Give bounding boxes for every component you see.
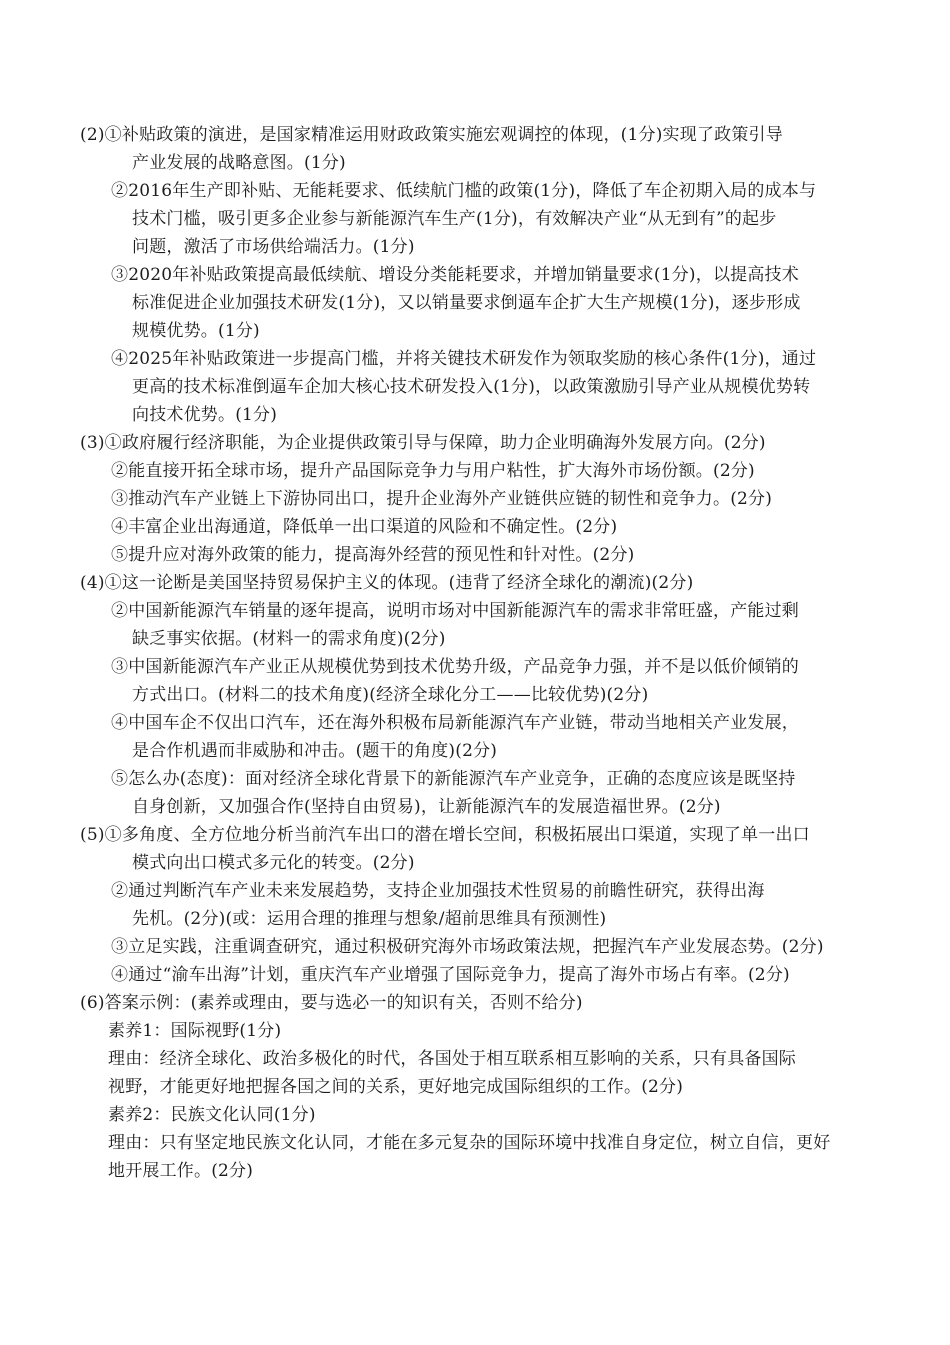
line-q6-reason-2-a: 理由：只有坚定地民族文化认同，才能在多元复杂的国际环境中找准自身定位，树立自信，更好 [108, 1133, 831, 1153]
line-q4-5-b: 自身创新，又加强合作(坚持自由贸易)，让新能源汽车的发展造福世界。(2分) [132, 797, 721, 817]
line-q3-4: ④丰富企业出海通道，降低单一出口渠道的风险和不确定性。(2分) [111, 517, 618, 537]
line-q5-2-b: 先机。(2分)(或：运用合理的推理与想象/超前思维具有预测性) [132, 909, 607, 929]
line-q3-3: ③推动汽车产业链上下游协同出口，提升企业海外产业链供应链的韧性和竞争力。(2分) [111, 489, 773, 509]
line-q4-2-b: 缺乏事实依据。(材料一的需求角度)(2分) [132, 629, 446, 649]
line-q6-reason-1-a: 理由：经济全球化、政治多极化的时代，各国处于相互联系相互影响的关系，只有具备国际 [108, 1049, 796, 1069]
line-q2-2-b: 技术门槛，吸引更多企业参与新能源汽车生产(1分)，有效解决产业“从无到有”的起步 [132, 209, 777, 229]
line-q2-4-a: ④2025年补贴政策进一步提高门槛，并将关键技术研发作为领取奖励的核心条件(1分)，通过 [111, 349, 817, 369]
line-q5-2-a: ②通过判断汽车产业未来发展趋势，支持企业加强技术性贸易的前瞻性研究，获得出海 [111, 881, 765, 901]
line-q2-2-a: ②2016年生产即补贴、无能耗要求、低续航门槛的政策(1分)，降低了车企初期入局的成本与 [111, 181, 817, 201]
line-q5-1-a: (5)①多角度、全方位地分析当前汽车出口的潜在增长空间，积极拓展出口渠道，实现了单一出口 [80, 825, 810, 845]
line-q2-3-a: ③2020年补贴政策提高最低续航、增设分类能耗要求，并增加销量要求(1分)，以提高技术 [111, 265, 799, 285]
line-q4-5-a: ⑤怎么办(态度)：面对经济全球化背景下的新能源汽车产业竞争，正确的态度应该是既坚持 [111, 769, 796, 789]
line-q6-reason-1-b: 视野，才能更好地把握各国之间的关系，更好地完成国际组织的工作。(2分) [108, 1077, 684, 1097]
line-q2-4-c: 向技术优势。(1分) [132, 405, 278, 425]
line-q4-4-b: 是合作机遇而非威胁和冲击。(题干的角度)(2分) [132, 741, 498, 761]
line-q4-3-b: 方式出口。(材料二的技术角度)(经济全球化分工——比较优势)(2分) [132, 685, 649, 705]
line-q3-2: ②能直接开拓全球市场，提升产品国际竞争力与用户粘性，扩大海外市场份额。(2分) [111, 461, 755, 481]
line-q2-2-c: 问题，激活了市场供给端活力。(1分) [132, 237, 415, 257]
line-q6-intro: (6)答案示例：(素养或理由，要与选必一的知识有关，否则不给分) [80, 993, 583, 1013]
line-q5-3: ③立足实践，注重调查研究，通过积极研究海外市场政策法规，把握汽车产业发展态势。(2分) [111, 937, 824, 957]
line-q2-3-b: 标准促进企业加强技术研发(1分)，又以销量要求倒逼车企扩大生产规模(1分)，逐步形成 [132, 293, 801, 313]
line-q4-4-a: ④中国车企不仅出口汽车，还在海外积极布局新能源汽车产业链，带动当地相关产业发展， [111, 713, 799, 733]
line-q5-1-b: 模式向出口模式多元化的转变。(2分) [132, 853, 415, 873]
line-q5-4: ④通过“渝车出海”计划，重庆汽车产业增强了国际竞争力，提高了海外市场占有率。(2分) [111, 965, 790, 985]
line-q2-1-b: 产业发展的战略意图。(1分) [132, 153, 346, 173]
line-q6-literacy-1: 素养1：国际视野(1分) [108, 1021, 282, 1041]
line-q3-1: (3)①政府履行经济职能，为企业提供政策引导与保障，助力企业明确海外发展方向。(2分) [80, 433, 766, 453]
line-q4-2-a: ②中国新能源汽车销量的逐年提高，说明市场对中国新能源汽车的需求非常旺盛，产能过剩 [111, 601, 799, 621]
line-q2-1-a: (2)①补贴政策的演进，是国家精准运用财政政策实施宏观调控的体现，(1分)实现了政策引导 [80, 125, 783, 145]
line-q4-1: (4)①这一论断是美国坚持贸易保护主义的体现。(违背了经济全球化的潮流)(2分) [80, 573, 694, 593]
line-q3-5: ⑤提升应对海外政策的能力，提高海外经营的预见性和针对性。(2分) [111, 545, 635, 565]
line-q6-reason-2-b: 地开展工作。(2分) [108, 1161, 254, 1181]
line-q2-4-b: 更高的技术标准倒逼车企加大核心技术研发投入(1分)，以政策激励引导产业从规模优势转 [132, 377, 811, 397]
line-q4-3-a: ③中国新能源汽车产业正从规模优势到技术优势升级，产品竞争力强，并不是以低价倾销的 [111, 657, 799, 677]
line-q6-literacy-2: 素养2：民族文化认同(1分) [108, 1105, 316, 1125]
line-q2-3-c: 规模优势。(1分) [132, 321, 260, 341]
